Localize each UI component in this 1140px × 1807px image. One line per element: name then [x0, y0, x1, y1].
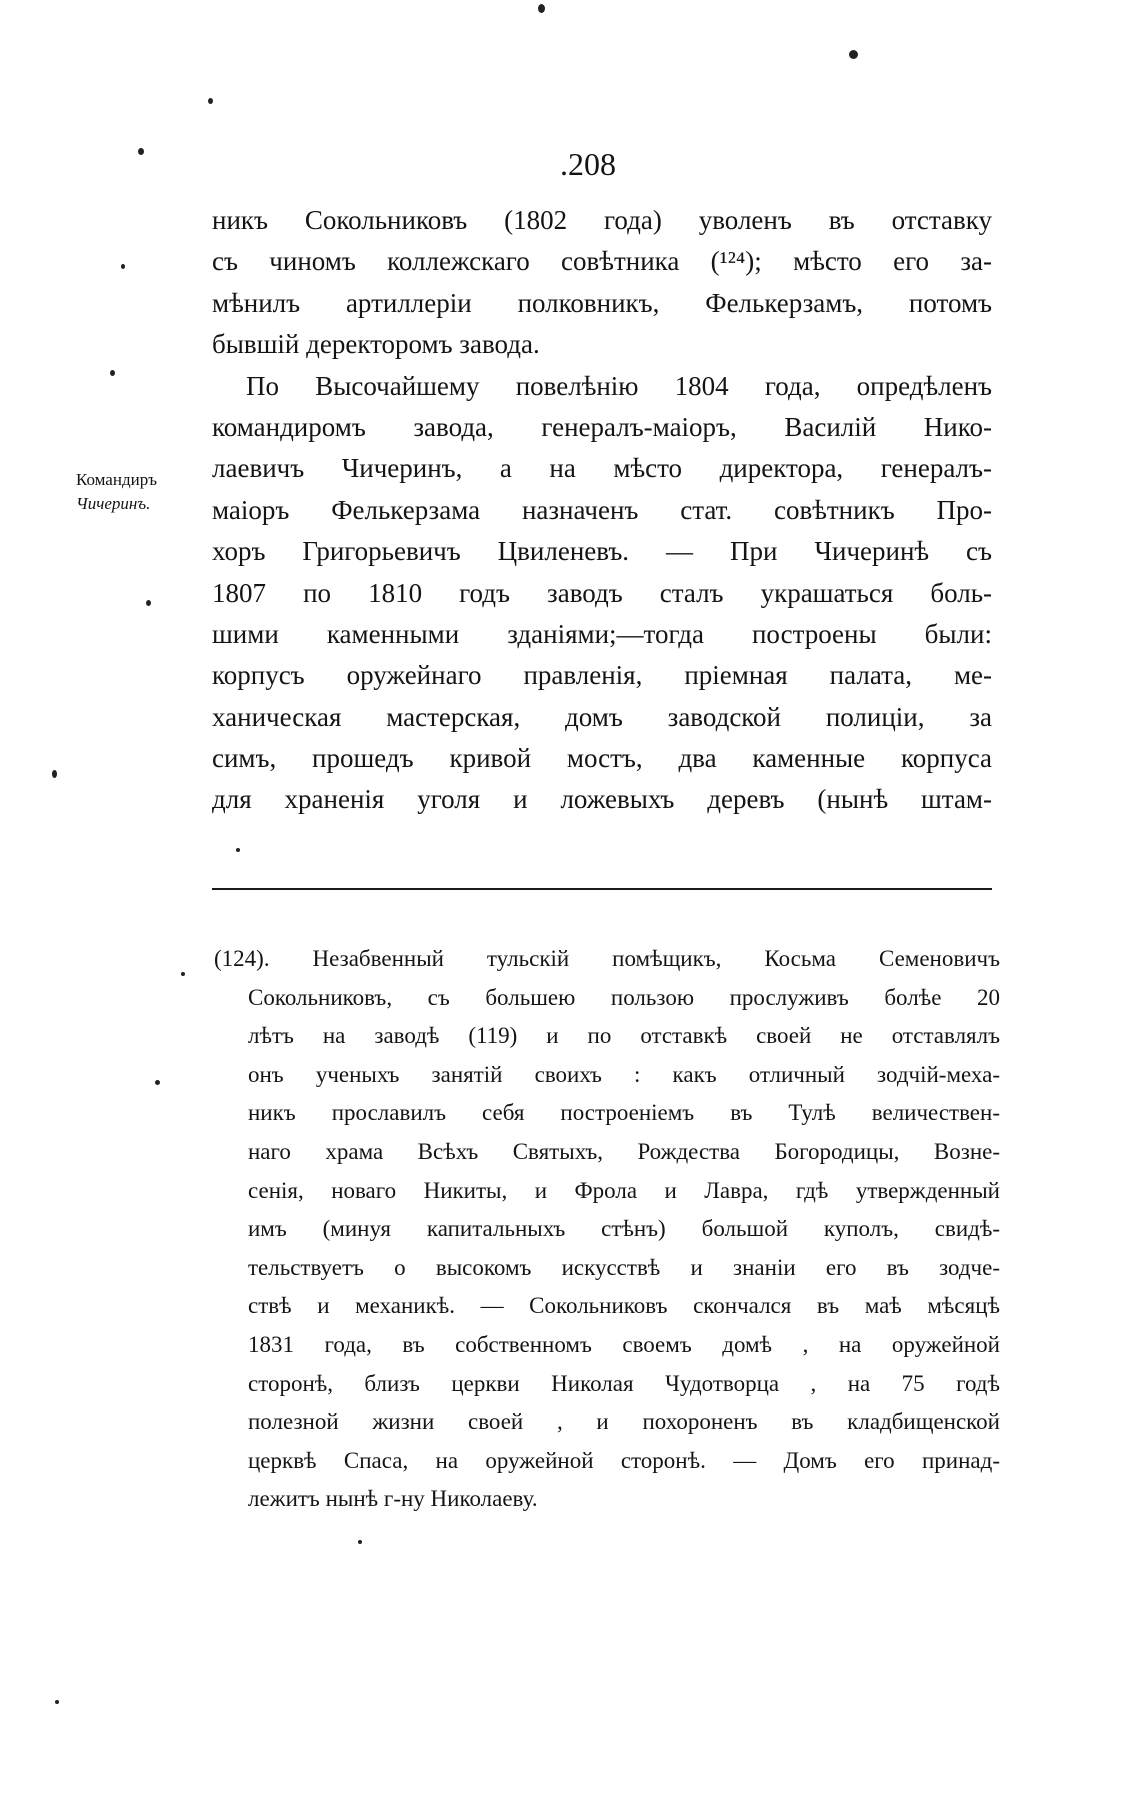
- text-line: корпусъ оружейнаго правленія, пріемная палата, ме-: [212, 660, 992, 691]
- scan-speck: [52, 770, 57, 778]
- scan-speck: [55, 1700, 59, 1704]
- text-line: симъ, прошедъ кривой мостъ, два каменные корпуса: [212, 743, 992, 774]
- main-text: [212, 200, 992, 821]
- footnote-line: имъ (минуя капитальныхъ стѣнъ) большой куполъ, свидѣ-: [248, 1216, 1000, 1242]
- scan-speck: [155, 1080, 160, 1085]
- scan-speck: [849, 50, 858, 59]
- page-number: .208: [560, 146, 616, 182]
- footnote-line: (124). Незабвенный тульскій помѣщикъ, Косьма Семеновичъ: [214, 946, 1000, 971]
- scan-speck: [236, 848, 240, 852]
- margin-note-line: Чичеринъ.: [76, 494, 151, 513]
- scan-speck: [358, 1540, 362, 1544]
- text-line: лаевичъ Чичеринъ, а на мѣсто директора, генералъ-: [212, 453, 992, 484]
- margin-note: [76, 468, 157, 516]
- margin-note-line: Командиръ: [76, 470, 157, 489]
- footnote-line: онъ ученыхъ занятій своихъ : какъ отличный зодчій-меха-: [248, 1061, 1000, 1087]
- footnote: [214, 940, 1000, 1519]
- text-line: для храненія уголя и ложевыхъ деревъ (нынѣ штам-: [212, 784, 992, 815]
- footnote-line: ствѣ и механикѣ. — Сокольниковъ скончался въ маѣ мѣсяцѣ: [248, 1293, 1000, 1319]
- text-line: никъ Сокольниковъ (1802 года) уволенъ въ отставку: [212, 205, 992, 235]
- text-line: командиромъ завода, генералъ-маіоръ, Василій Нико-: [212, 411, 992, 442]
- text-line: ханическая мастерская, домъ заводской полиціи, за: [212, 701, 992, 732]
- scan-speck: [208, 98, 213, 104]
- footnote-line: лѣтъ на заводѣ (119) и по отставкѣ своей не отставлялъ: [248, 1023, 1000, 1049]
- footnote-line: церквѣ Спаса, на оружейной сторонѣ. — Домъ его принад-: [248, 1447, 1000, 1473]
- scan-speck: [121, 264, 125, 269]
- scan-speck: [146, 600, 151, 606]
- text-line: бывшій деректоромъ завода.: [212, 329, 540, 360]
- text-line: 1807 по 1810 годъ заводъ сталъ украшаться боль-: [212, 577, 992, 608]
- text-line: маіоръ Фелькерзама назначенъ стат. совѣтникъ Про-: [212, 494, 992, 525]
- footnote-line: 1831 года, въ собственномъ своемъ домѣ , на оружейной: [248, 1331, 1000, 1357]
- footnote-line: никъ прославилъ себя построеніемъ въ Тулѣ величествен-: [248, 1100, 1000, 1126]
- text-line: По Высочайшему повелѣнію 1804 года, опредѣленъ: [246, 370, 992, 401]
- text-line: хоръ Григорьевичъ Цвиленевъ. — При Чичеринѣ съ: [212, 536, 992, 567]
- footnote-line: лежитъ нынѣ г-ну Николаеву.: [248, 1486, 538, 1512]
- footnote-line: сторонѣ, близъ церкви Николая Чудотворца , на 75 годѣ: [248, 1370, 1000, 1396]
- footnote-line: сенія, новаго Никиты, и Фрола и Лавра, гдѣ утвержденный: [248, 1177, 1000, 1203]
- text-line: мѣнилъ артиллеріи полковникъ, Фелькерзамъ, потомъ: [212, 287, 992, 318]
- text-line: шими каменными зданіями;—тогда построены были:: [212, 618, 992, 649]
- scan-speck: [110, 370, 115, 376]
- footnote-line: наго храма Всѣхъ Святыхъ, Рождества Богородицы, Возне-: [248, 1138, 1000, 1164]
- footnote-line: полезной жизни своей , и похороненъ въ кладбищенской: [248, 1409, 1000, 1435]
- text-line: съ чиномъ коллежскаго совѣтника (¹²⁴); мѣсто его за-: [212, 246, 992, 277]
- scan-speck: [538, 4, 545, 13]
- footnote-line: тельствуетъ о высокомъ искусствѣ и знаніи его въ зодче-: [248, 1254, 1000, 1280]
- footnote-line: Сокольниковъ, съ большею пользою прослуживъ болѣе 20: [248, 984, 1000, 1010]
- scan-speck: [181, 972, 185, 976]
- footnote-separator-rule: [212, 888, 992, 890]
- scan-speck: [138, 148, 144, 155]
